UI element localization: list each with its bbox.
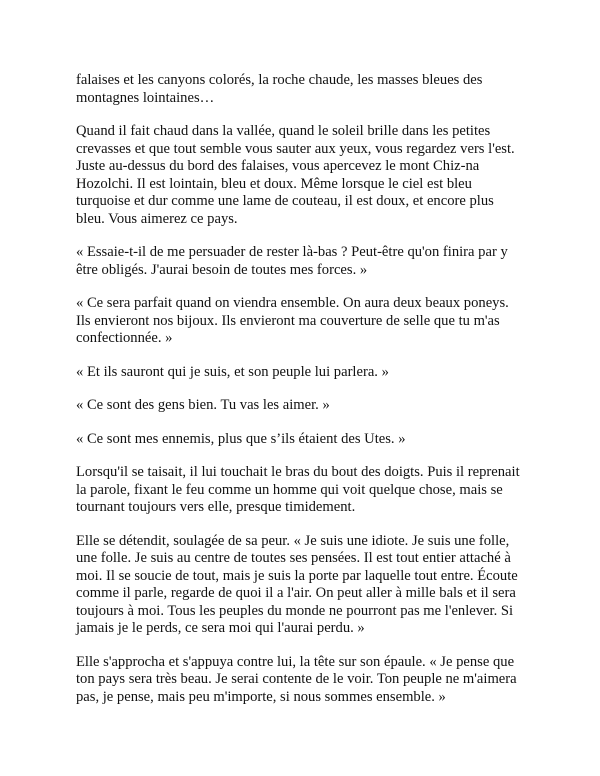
paragraph: « Ce sont mes ennemis, plus que s’ils étaient des Utes. » <box>76 430 406 447</box>
paragraph: « Ce sont des gens bien. Tu vas les aimer. » <box>76 397 330 413</box>
paragraph: Lorsqu'il se taisait, il lui touchait le bras du bout des doigts. Puis il reprenait la parole, fixant le feu comme un homme qui voit quelque chose, mais se tournant toujours vers elle, presque timidement. <box>76 464 520 515</box>
body-text <box>76 72 526 722</box>
paragraph: Quand il fait chaud dans la vallée, quand le soleil brille dans les petites crevasses et que tout semble vous sauter aux yeux, vous regardez vers l'est. Juste au-dessus du bord des falaises, vous apercevez le mont Chiz-na Hozolchi. Il est lointain, bleu et doux. Même lorsque le ciel est bleu turquoise et dur comme une lame de couteau, il est doux, et encore plus bleu. Vous aimerez ce pays. <box>76 123 515 227</box>
paragraph: Elle se détendit, soulagée de sa peur. « Je suis une idiote. Je suis une folle, une folle. Je suis au centre de toutes ses pensées. Il est tout entier attaché à moi. Il se soucie de tout, mais je suis la porte par laquelle tout entre. Écoute comme il parle, regarde de quoi il a l'air. On peut aller à mille bals et il sera toujours à moi. Tous les peuples du monde ne pourront pas me l'enlever. Si jamais je le perds, ce sera moi qui l'aurai perdu. » <box>76 532 518 636</box>
paragraph: « Et ils sauront qui je suis, et son peuple lui parlera. » <box>76 363 389 380</box>
paragraph: Elle s'approcha et s'appuya contre lui, la tête sur son épaule. « Je pense que ton pays sera très beau. Je serai contente de le voir. Ton peuple ne m'aimera pas, je pense, mais peu m'importe, si nous sommes ensemble. » <box>76 653 517 705</box>
paragraph: « Ce sera parfait quand on viendra ensemble. On aura deux beaux poneys. Ils envieront nos bijoux. Ils envieront ma couverture de selle que tu m'as confectionnée. » <box>76 295 509 346</box>
paragraph: falaises et les canyons colorés, la roche chaude, les masses bleues des montagnes lointaines… <box>76 72 483 106</box>
paragraph: « Essaie-t-il de me persuader de rester là-bas ? Peut-être qu'on finira par y être obligés. J'aurai besoin de toutes mes forces. » <box>76 244 508 278</box>
